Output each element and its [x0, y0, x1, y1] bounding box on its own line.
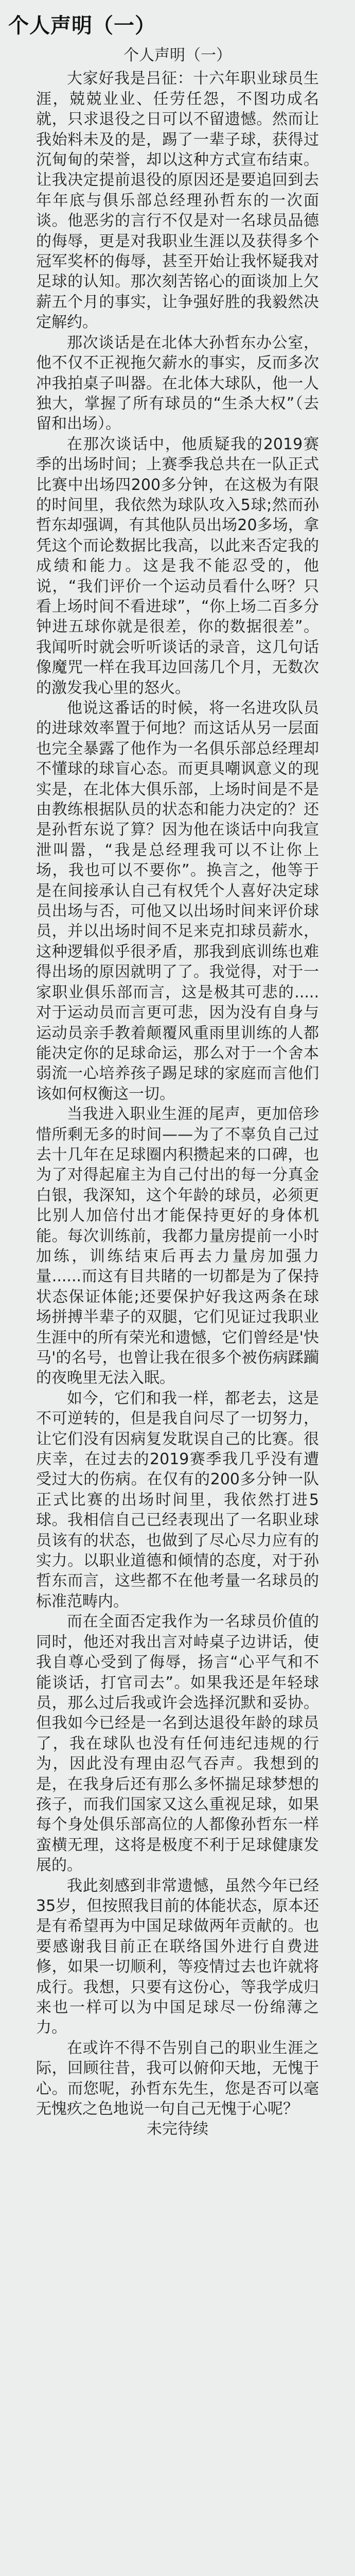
- post-title: 个人声明（一）: [8, 14, 156, 38]
- statement-paragraph: 我此刻感到非常遗憾，虽然今年已经35岁，但按照我目前的体能状态，原本还是有希望再为中国足球做两年贡献的。也要感谢我目前正在联络国外进行自费进修，如果一切顺利，等疫情过去也许就将成行。我想，只要有这份心，等我学成归来也一样可以为中国足球尽一份绵薄之力。: [36, 1876, 319, 2037]
- statement-paragraph: 他说这番话的时候，将一名进攻队员的进球效率置于何地？而这话从另一层面也完全暴露了他作为一名俱乐部总经理却不懂球的球盲心态。而更具嘲讽意义的现实是，在北体大俱乐部，上场时间是不是由教练根据队员的状态和能力决定的？还是孙哲东说了算？因为他在谈话中向我宣泄叫嚣，“我是总经理我可以不让你上场，我也可以不要你”。换言之，他等于是在间接承认自己有权凭个人喜好决定球员出场与否，可他又以出场时间来评价球员，并以出场时间不足来克扣球员薪水，这种逻辑似乎很矛盾，那我到底训练也难得出场的原因就明了了。我觉得，对于一家职业俱乐部而言，这是极其可悲的.....对于运动员而言更可悲，因为没有自身与运动员亲手教着颠覆风重雨里训练的人都能决定你的足球命运，那么对于一个舍本弱流一心培养孩子踢足球的家庭而言他们该如何权衡这一切。: [36, 699, 319, 1103]
- statement-paragraph: 在那次谈话中，他质疑我的2019赛季的出场时间；上赛季我总共在一队正式比赛中出场四200多分钟，在这极为有限的时间里，我依然为球队攻入5球;然而孙哲东却强调，有其他队员出场20多场，拿凭这个而论数据比我高，以此来否定我的成绩和能力。这是我不能忍受的，他说，“我们评价一个运动员看什么呀？只看上场时间不看进球”，“你上场二百多分钟进五球你就是很差，你的数据很差”。我闻听时就会听听谈话的录音，这几句话像魔咒一样在我耳边回荡几个月，无数次的激发我心里的怒火。: [36, 435, 319, 697]
- statement-paragraph: 当我进入职业生涯的尾声，更加倍珍惜所剩无多的时间——为了不辜负自己过去十几年在足球圈内积攒起来的口碑，也为了对得起雇主为自己付出的每一分真金白银，我深知，这个年龄的球员，必须更比别人加倍付出才能保持更好的身体机能。每次训练前，我都力量房提前一小时加练，训练结束后再去力量房加强力量......而这有目共睹的一切都是为了保持状态保证体能;还要保护好我这两条在球场拼搏半辈子的双腿，它们见证过我职业生涯中的所有荣光和遗憾，它们曾经是'快马'的名号，也曾让我在很多个被伤病蹂躏的夜晚里无法入眠。: [36, 1105, 319, 1387]
- statement-paragraph: 大家好我是吕征：十六年职业球员生涯，兢兢业业、任劳任怨，不图功成名就，只求退役之日可以不留遗憾。然而让我始料未及的是，踢了一辈子球，获得过沉甸甸的荣誉，却以这种方式宣布结束。让我决定提前退役的原因还是要追回到去年年底与俱乐部总经理孙哲东的一次面谈。他恶劣的言行不仅是对一名球员品德的侮辱，更是对我职业生涯以及获得多个冠军奖杯的侮辱，甚至开始让我怀疑我对足球的认知。那次刻苦铭心的面谈加上欠薪五个月的事实，让争强好胜的我毅然决定解约。: [36, 70, 319, 332]
- statement-paragraph: 那次谈话是在北体大孙哲东办公室，他不仅不正视拖欠薪水的事实，反而多次冲我拍桌子叫器。在北体大球队，他一人独大，掌握了所有球员的“生杀大权”（去留和出场）。: [36, 333, 319, 433]
- statement-paragraph: 而在全面否定我作为一名球员价值的同时，他还对我出言对峙桌子边讲话，使我自尊心受到了侮辱，扬言“心平气和不能谈话，打官司去”。如果我还是年轻球员，那么过后我或许会选择沉默和妥协。但我如今已经是一名到达退役年龄的球员了，我在球队也没有任何违纪违规的行为，因此没有理由忍气吞声。我想到的是，在我身后还有那么多怀揣足球梦想的孩子，而我们国家又这么重视足球，如果每个身处俱乐部高位的人都像孙哲东一样蛮横无理，这将是极度不利于足球健康发展的。: [36, 1613, 319, 1875]
- statement-subtitle: 个人声明（一）: [123, 46, 232, 64]
- statement-paragraph: 如今，它们和我一样，都老去，这是不可逆转的，但是我自问尽了一切努力，让它们没有因病复发耽误自己的比赛。很庆幸，在过去的2019赛季我几乎没有遭受过大的伤病。在仅有的200多分钟一队正式比赛的出场时间里，我依然打进5球。我相信自己已经表现出了一名职业球员该有的状态，也做到了尽心尽力应有的实力。以职业道德和倾情的态度，对于孙哲东而言，这些都不在他考量一名球员的标准范畴内。: [36, 1389, 319, 1611]
- statement-article: [36, 45, 319, 2576]
- to-be-continued-label: 未完待续: [147, 2120, 208, 2139]
- statement-paragraph: 在或许不得不告别自己的职业生涯之际，回顾往昔，我可以俯仰天地，无愧于心。而您呢，孙哲东先生，您是否可以毫无愧疚之色地说一句自己无愧于心呢？: [36, 2039, 319, 2119]
